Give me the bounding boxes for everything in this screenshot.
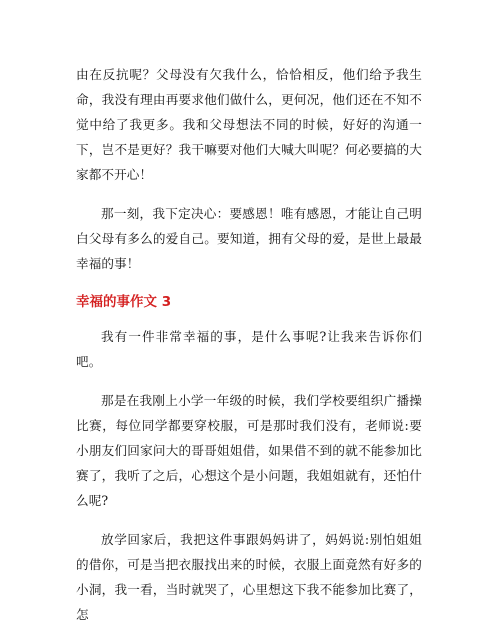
paragraph-3: 我有一件非常幸福的事，是什么事呢?让我来告诉你们吧。 (76, 329, 422, 369)
section-heading: 幸福的事作文 3 (76, 294, 172, 310)
document-body (76, 62, 422, 627)
paragraph-gap (76, 276, 422, 290)
paragraph-1: 由在反抗呢？父母没有欠我什么，恰恰相反，他们给予我生命，我没有理由再要求他们做什么，更何况，他们还在不知不觉中给了我更多。我和父母想法不同的时候，好好的沟通一下，岂不是更好？我干嘛要对他们大喊大叫呢？何必要搞的大家都不开心！ (76, 67, 422, 182)
paragraph-5: 放学回家后，我把这件事跟妈妈讲了，妈妈说:别怕姐姐的借你，可是当把衣服找出来的时候，衣服上面竟然有好多的小洞，我一看，当时就哭了，心里想这下我不能参加比赛了，怎 (76, 532, 422, 622)
paragraph-2: 那一刻，我下定决心：要感恩！唯有感恩，才能让自己明白父母有多么的爱自己。要知道，拥有父母的爱，是世上最最幸福的事！ (76, 206, 422, 271)
paragraph-4: 那是在我刚上小学一年级的时候，我们学校要组织广播操比赛，每位同学都要穿校服，可是那时我们没有，老师说:要小朋友们回家问大的哥哥姐姐借，如果借不到的就不能参加比赛了，我听了之后，心想这个是小问题，我姐姐就有，还怕什么呢? (76, 393, 422, 508)
paragraph-gap (76, 187, 422, 201)
paragraph-gap (76, 374, 422, 388)
paragraph-gap (76, 513, 422, 527)
paragraph-gap (76, 314, 422, 324)
